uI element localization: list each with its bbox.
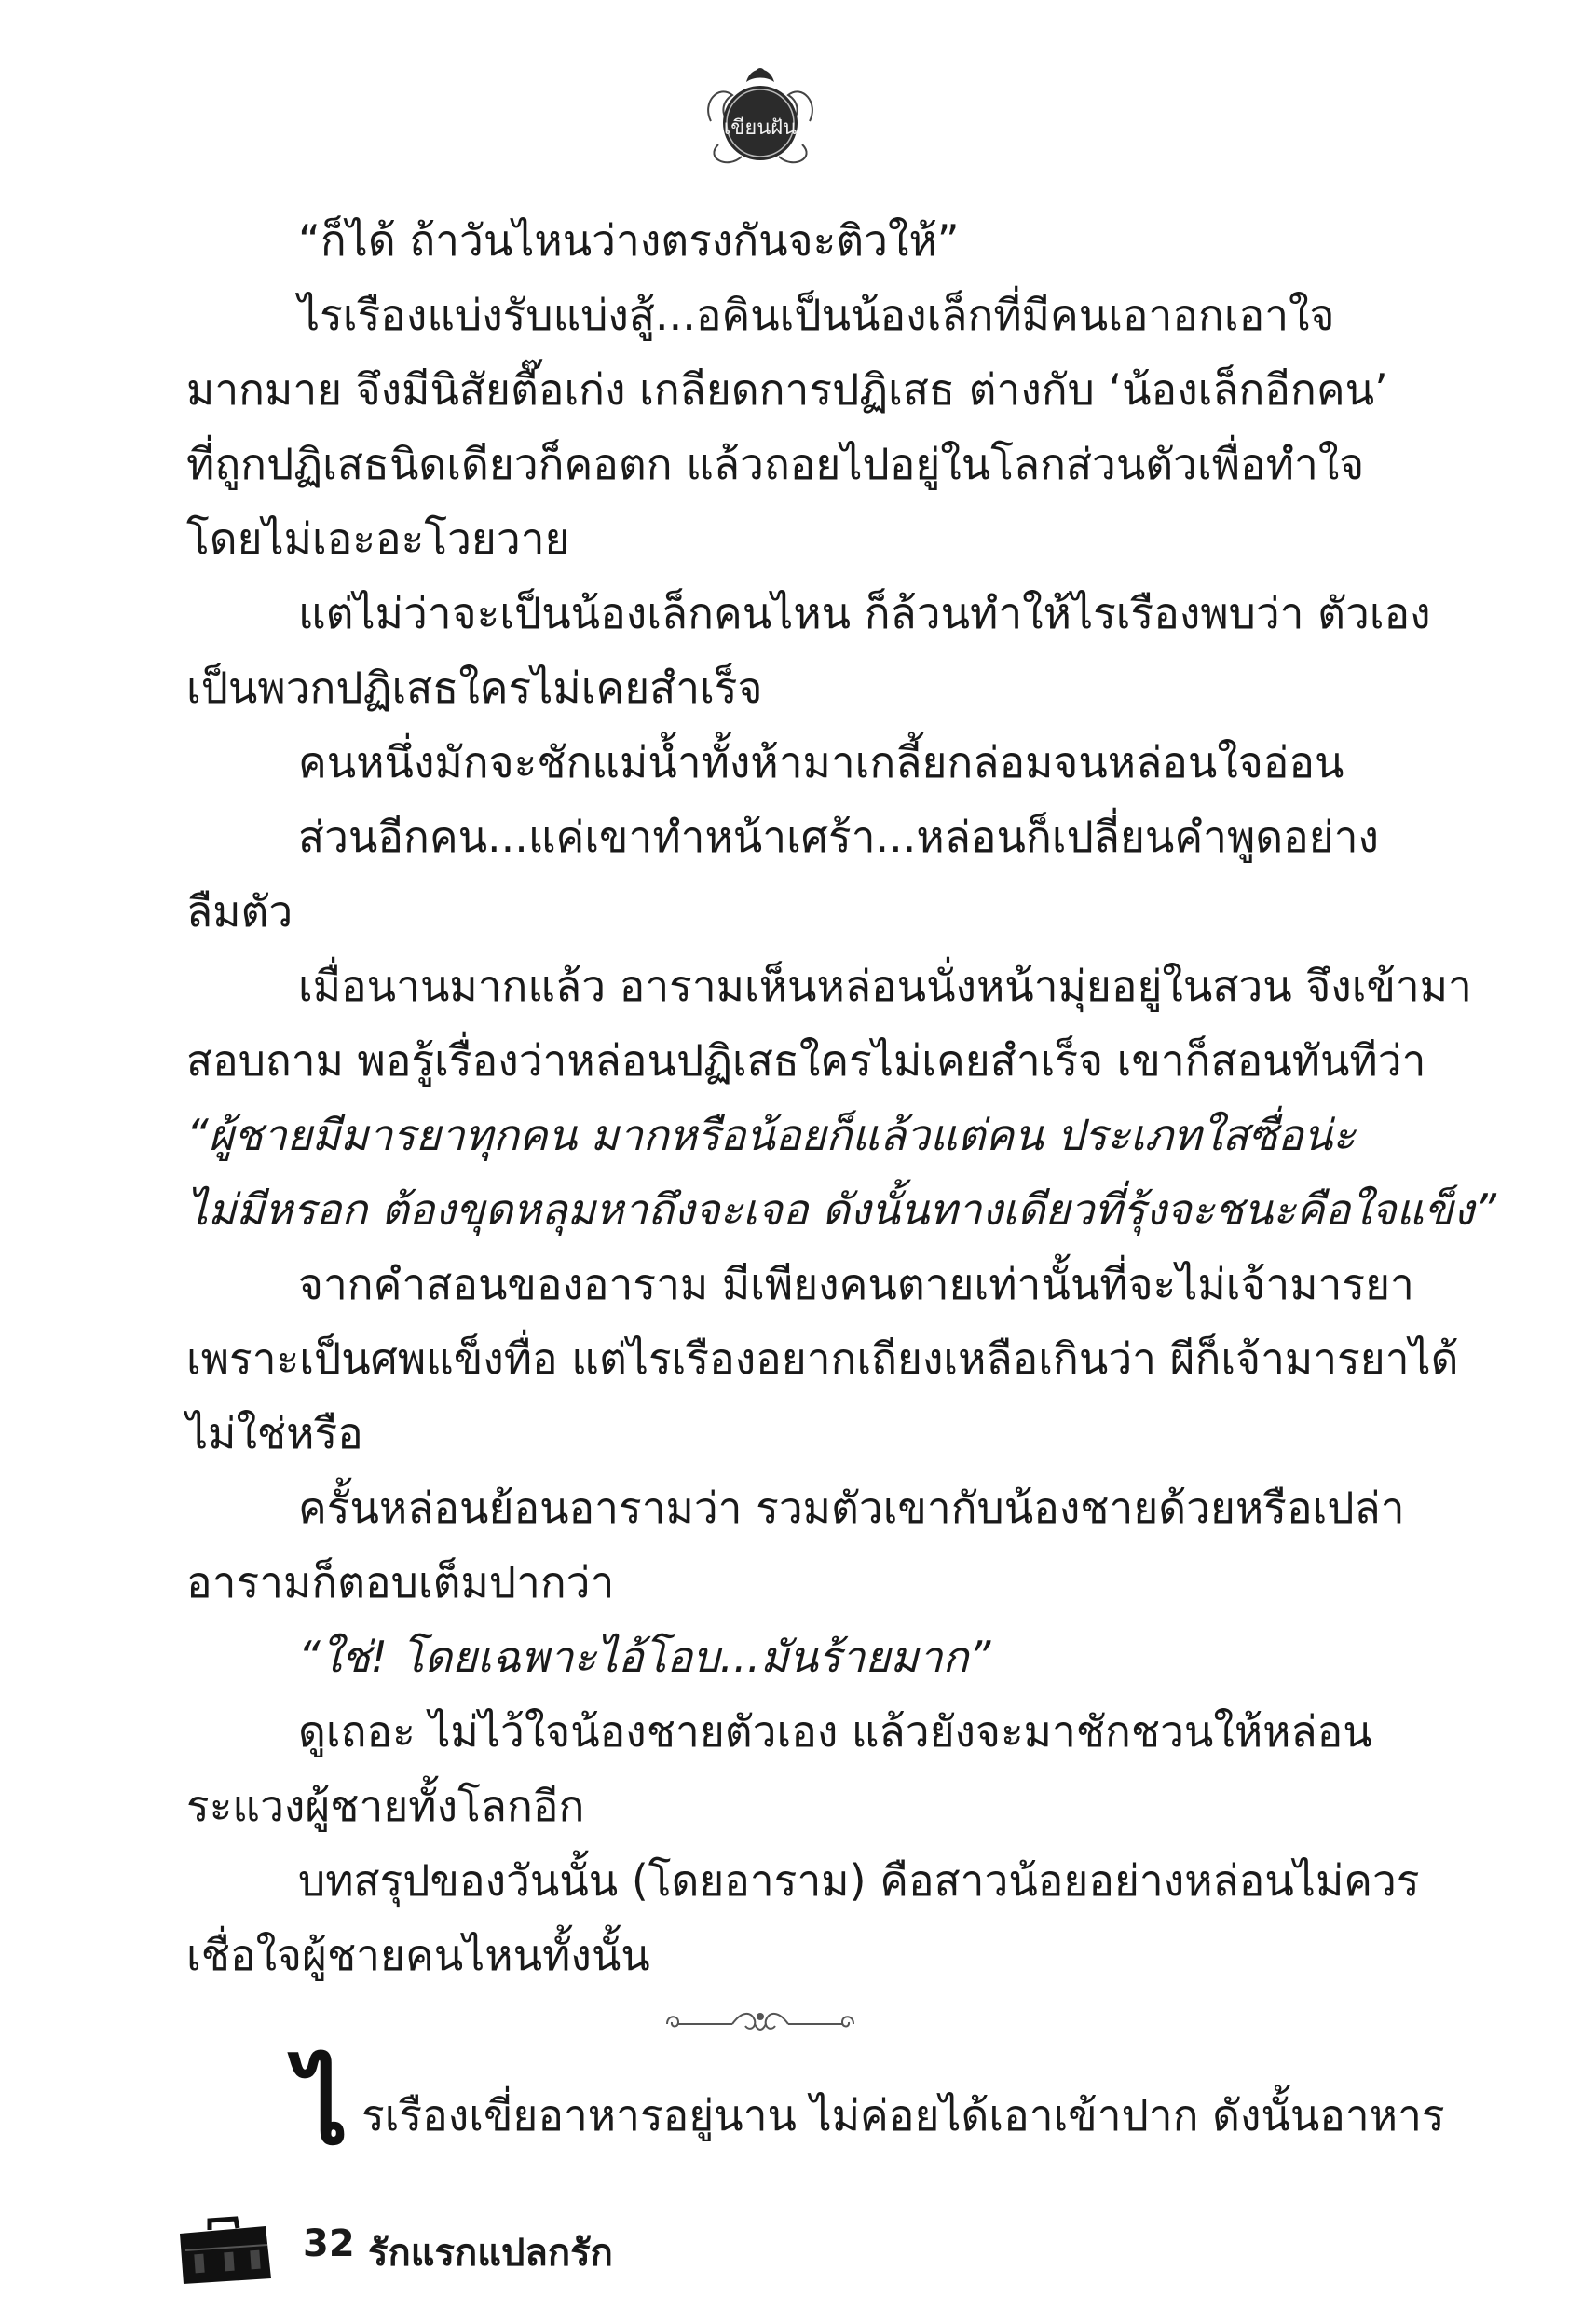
- text-line: “ผู้ชายมีมารยาทุกคน มากหรือน้อยก็แล้วแต่คน ประเภทใสซื่อน่ะ: [186, 1110, 1356, 1160]
- dropcap-paragraph: [186, 2047, 1445, 2167]
- text-line: ไรเรืองแบ่งรับแบ่งสู้...อคินเป็นน้องเล็กที่มีคนเอาอกเอาใจ: [298, 290, 1335, 340]
- text-line: ลืมตัว: [186, 886, 293, 937]
- text-line: ไม่ใช่หรือ: [186, 1408, 363, 1458]
- text-line: เมื่อนานมากแล้ว อารามเห็นหล่อนนั่งหน้ามุ่ยอยู่ในสวน จึงเข้ามา: [298, 961, 1472, 1011]
- text-line: ส่วนอีกคน...แค่เขาทำหน้าเศร้า...หล่อนก็เปลี่ยนคำพูดอย่าง: [298, 812, 1380, 862]
- text-line: แต่ไม่ว่าจะเป็นน้องเล็กคนไหน ก็ล้วนทำให้ไรเรืองพบว่า ตัวเอง: [298, 588, 1431, 638]
- ornamental-scroll-divider-icon: [658, 2003, 863, 2044]
- dropcap-initial: ไ: [296, 2047, 348, 2167]
- text-line: เชื่อใจผู้ชายคนไหนทั้งนั้น: [186, 1930, 650, 1980]
- text-line: เพราะเป็นศพแข็งทื่อ แต่ไรเรืองอยากเถียงเหลือเกินว่า ผีก็เจ้ามารยาได้: [186, 1333, 1459, 1384]
- text-line: สอบถาม พอรู้เรื่องว่าหล่อนปฏิเสธใครไม่เคยสำเร็จ เขาก็สอนทันทีว่า: [186, 1035, 1426, 1086]
- text-line: มากมาย จึงมีนิสัยตื๊อเก่ง เกลียดการปฏิเสธ ต่างกับ ‘น้องเล็กอีกคน’: [186, 364, 1388, 415]
- text-line: โดยไม่เอะอะโวยวาย: [186, 513, 570, 564]
- dropcap-paragraph-text: รเรืองเขี่ยอาหารอยู่นาน ไม่ค่อยได้เอาเข้าปาก ดังนั้นอาหาร: [361, 2090, 1445, 2140]
- text-line: เป็นพวกปฏิเสธใครไม่เคยสำเร็จ: [186, 663, 763, 713]
- text-line: ระแวงผู้ชายทั้งโลกอีก: [186, 1781, 585, 1831]
- text-line: บทสรุปของวันนั้น (โดยอาราม) คือสาวน้อยอย่างหล่อนไม่ควร: [298, 1855, 1420, 1906]
- text-line: ไม่มีหรอก ต้องขุดหลุมหาถึงจะเจอ ดังนั้นทางเดียวที่รุ้งจะชนะคือใจแข็ง”: [186, 1184, 1497, 1235]
- body-text: [186, 203, 1497, 1992]
- text-line: อารามก็ตอบเต็มปากว่า: [186, 1557, 615, 1607]
- briefcase-icon: [172, 2213, 275, 2286]
- text-line: ครั้นหล่อนย้อนอารามว่า รวมตัวเขากับน้องชายด้วยหรือเปล่า: [298, 1483, 1405, 1533]
- page-number: 32: [303, 2222, 355, 2265]
- text-line: “ใช่! โดยเฉพาะไอ้โอบ...มันร้ายมาก”: [298, 1632, 991, 1682]
- text-line: คนหนึ่งมักจะชักแม่น้ำทั้งห้ามาเกลี้ยกล่อมจนหล่อนใจอ่อน: [298, 737, 1344, 787]
- text-line: “ก็ได้ ถ้าวันไหนว่างตรงกันจะติวให้”: [298, 215, 960, 266]
- text-line: ที่ถูกปฏิเสธนิดเดียวก็คอตก แล้วถอยไปอยู่ในโลกส่วนตัวเพื่อทำใจ: [186, 439, 1365, 489]
- text-line: ดูเถอะ ไม่ไว้ใจน้องชายตัวเอง แล้วยังจะมาชักชวนให้หล่อน: [298, 1706, 1372, 1757]
- book-title: รักแรกแปลกรัก: [368, 2232, 613, 2275]
- decorative-emblem-icon: [700, 56, 821, 177]
- logo-text: เขียนฝัน: [723, 116, 798, 140]
- text-line: จากคำสอนของอาราม มีเพียงคนตายเท่านั้นที่จะไม่เจ้ามารยา: [298, 1259, 1414, 1309]
